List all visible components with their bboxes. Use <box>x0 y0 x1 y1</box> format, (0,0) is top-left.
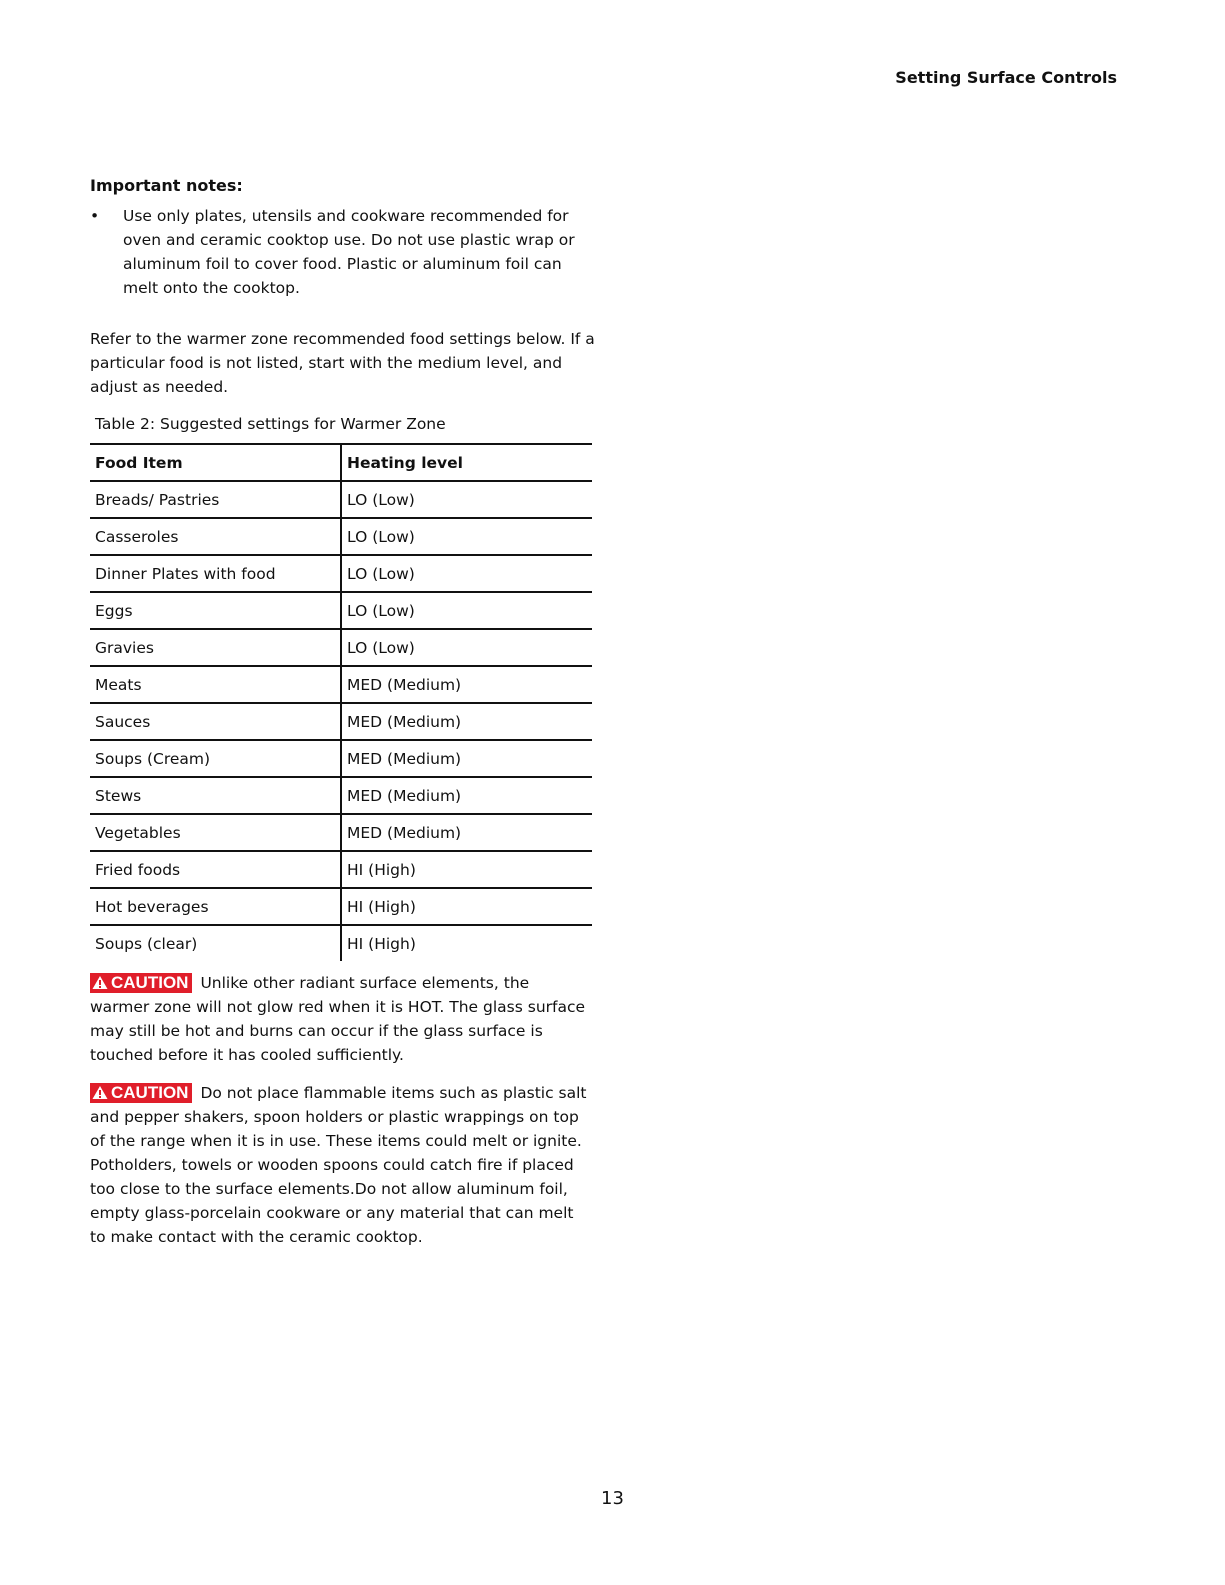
table-header-row <box>90 444 592 481</box>
heating-level-cell: MED (Medium) <box>341 740 592 777</box>
table-row <box>90 629 592 666</box>
food-item-cell: Eggs <box>90 592 341 629</box>
food-item-cell: Meats <box>90 666 341 703</box>
section-title: Setting Surface Controls <box>895 68 1117 87</box>
caution-warmer-zone <box>90 971 590 1067</box>
food-item-cell: Sauces <box>90 703 341 740</box>
heating-level-cell: HI (High) <box>341 851 592 888</box>
list-item <box>90 204 583 300</box>
food-item-cell: Soups (Cream) <box>90 740 341 777</box>
food-item-cell: Stews <box>90 777 341 814</box>
food-item-cell: Soups (clear) <box>90 925 341 961</box>
heating-level-cell: MED (Medium) <box>341 814 592 851</box>
table-row <box>90 481 592 518</box>
page-number: 13 <box>601 1488 624 1509</box>
food-item-cell: Vegetables <box>90 814 341 851</box>
heating-level-cell: LO (Low) <box>341 481 592 518</box>
caution-badge <box>90 973 192 993</box>
heating-level-cell: HI (High) <box>341 888 592 925</box>
table-row <box>90 925 592 961</box>
caution-label: CAUTION <box>111 972 189 992</box>
heating-level-cell: LO (Low) <box>341 555 592 592</box>
table-row <box>90 555 592 592</box>
heating-level-cell: LO (Low) <box>341 592 592 629</box>
page-content <box>90 174 600 1249</box>
caution-text: Unlike other radiant surface elements, the warmer zone will not glow red when it is HOT. The glass surface may still be hot and burns can occur if the glass surface is touched before it has cooled sufficiently. <box>90 974 586 1064</box>
table-row <box>90 666 592 703</box>
food-item-cell: Gravies <box>90 629 341 666</box>
heating-level-cell: HI (High) <box>341 925 592 961</box>
caution-flammable-items <box>90 1081 590 1249</box>
warmer-zone-settings-table <box>90 443 592 961</box>
table-row <box>90 518 592 555</box>
bullet-icon: • <box>90 207 100 225</box>
heating-level-cell: LO (Low) <box>341 629 592 666</box>
food-item-cell: Hot beverages <box>90 888 341 925</box>
food-item-cell: Dinner Plates with food <box>90 555 341 592</box>
warning-triangle-icon <box>92 975 108 990</box>
intro-paragraph: Refer to the warmer zone recommended food settings below. If a particular food is not listed, start with the medium level, and adjust as needed. <box>90 330 595 396</box>
table-row <box>90 703 592 740</box>
important-notes-list <box>90 204 600 300</box>
caution-badge <box>90 1083 192 1103</box>
important-notes-heading: Important notes: <box>90 176 243 195</box>
food-item-cell: Breads/ Pastries <box>90 481 341 518</box>
table-row <box>90 777 592 814</box>
table-caption: Table 2: Suggested settings for Warmer Zone <box>95 415 446 433</box>
heating-level-cell: LO (Low) <box>341 518 592 555</box>
table-row <box>90 814 592 851</box>
table-row <box>90 592 592 629</box>
heating-level-cell: MED (Medium) <box>341 666 592 703</box>
table-row <box>90 740 592 777</box>
column-header-heating-level: Heating level <box>341 444 592 481</box>
bullet-text: Use only plates, utensils and cookware recommended for oven and ceramic cooktop use. Do not use plastic wrap or aluminum foil to cover food. Plastic or aluminum foil can melt onto the cooktop. <box>123 207 575 297</box>
warning-triangle-icon <box>92 1085 108 1100</box>
heating-level-cell: MED (Medium) <box>341 703 592 740</box>
column-header-food-item: Food Item <box>90 444 341 481</box>
caution-label: CAUTION <box>111 1082 189 1102</box>
food-item-cell: Fried foods <box>90 851 341 888</box>
table-row <box>90 888 592 925</box>
table-row <box>90 851 592 888</box>
food-item-cell: Casseroles <box>90 518 341 555</box>
heating-level-cell: MED (Medium) <box>341 777 592 814</box>
caution-text: Do not place flammable items such as plastic salt and pepper shakers, spoon holders or plastic wrappings on top of the range when it is in use. These items could melt or ignite. Potholders, towels or wooden spoons could catch fire if placed too close to the surface elements.Do not allow aluminum foil, empty glass-porcelain cookware or any material that can melt to make contact with the ceramic cooktop. <box>90 1084 587 1246</box>
